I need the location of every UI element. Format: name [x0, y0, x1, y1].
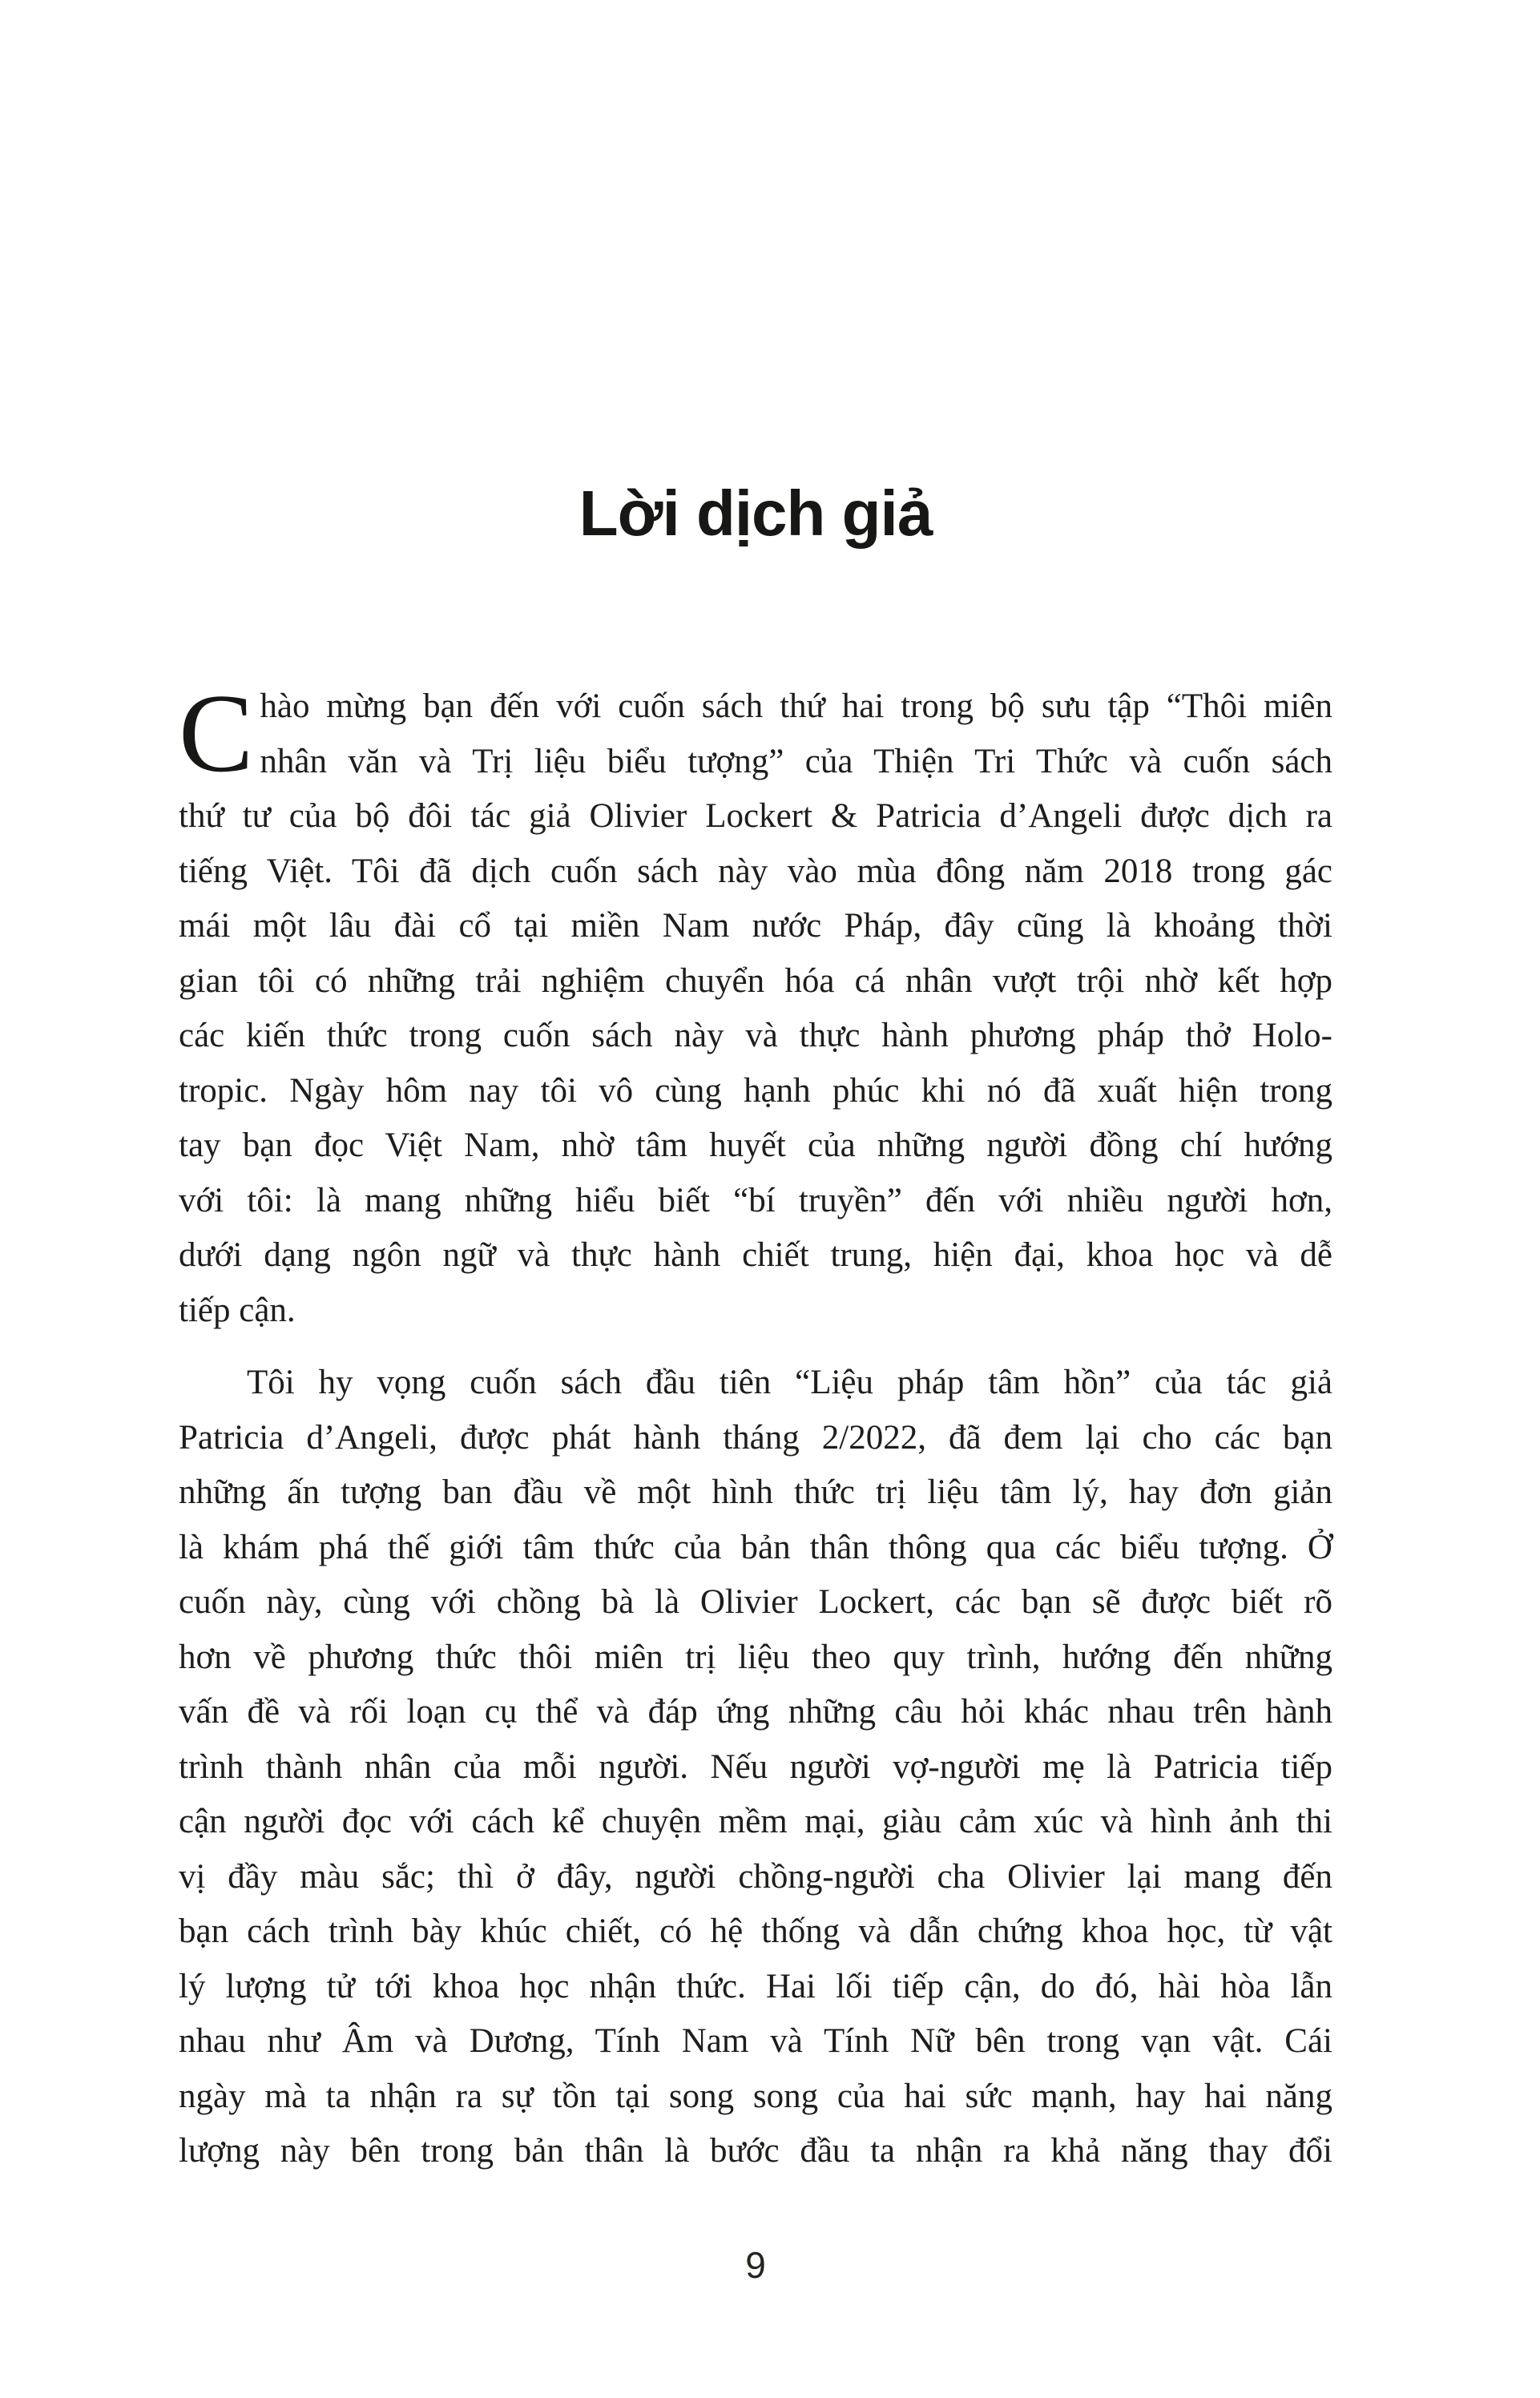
text-line: tiếp cận. — [179, 1291, 296, 1329]
text-line: bạn cách trình bày khúc chiết, có hệ thống và dẫn chứng khoa học, từ vật — [179, 1912, 1332, 1950]
text-line: cận người đọc với cách kể chuyện mềm mại, giàu cảm xúc và hình ảnh thi — [179, 1803, 1332, 1840]
text-line: hơn về phương thức thôi miên trị liệu theo quy trình, hướng đến những — [179, 1638, 1332, 1676]
drop-cap: C — [179, 671, 254, 796]
text-line: ngày mà ta nhận ra sự tồn tại song song của hai sức mạnh, hay hai năng — [179, 2077, 1332, 2115]
paragraph-1 — [179, 671, 1332, 1338]
text-line: vấn đề và rối loạn cụ thể và đáp ứng những câu hỏi khác nhau trên hành — [179, 1693, 1332, 1731]
text-line: với tôi: là mang những hiểu biết “bí truyền” đến với nhiều người hơn, — [179, 1181, 1332, 1219]
text-line: các kiến thức trong cuốn sách này và thực hành phương pháp thở Holo- — [179, 1017, 1332, 1054]
text-line: nhau như Âm và Dương, Tính Nam và Tính Nữ bên trong vạn vật. Cái — [179, 2022, 1332, 2060]
text-line: thứ tư của bộ đôi tác giả Olivier Lockert & Patricia d’Angeli được dịch ra — [179, 797, 1332, 835]
text-line: mái một lâu đài cổ tại miền Nam nước Pháp, đây cũng là khoảng thời — [179, 907, 1332, 945]
text-line: cuốn này, cùng với chồng bà là Olivier Lockert, các bạn sẽ được biết rõ — [179, 1583, 1332, 1621]
text-line: Tôi hy vọng cuốn sách đầu tiên “Liệu pháp tâm hồn” của tác giả — [247, 1364, 1332, 1401]
page-title: Lời dịch giả — [579, 478, 933, 549]
text-line: vị đầy màu sắc; thì ở đây, người chồng-người cha Olivier lại mang đến — [179, 1857, 1332, 1896]
text-line: là khám phá thế giới tâm thức của bản thân thông qua các biểu tượng. Ở — [179, 1528, 1332, 1566]
text-line: những ấn tượng ban đầu về một hình thức trị liệu tâm lý, hay đơn giản — [179, 1473, 1332, 1511]
text-line: tay bạn đọc Việt Nam, nhờ tâm huyết của những người đồng chí hướng — [179, 1126, 1332, 1164]
paragraph-2 — [179, 1356, 1332, 2179]
text-line: Patricia d’Angeli, được phát hành tháng 2/2022, đã đem lại cho các bạn — [179, 1418, 1332, 1457]
text-line: hào mừng bạn đến với cuốn sách thứ hai trong bộ sưu tập “Thôi miên — [260, 687, 1332, 725]
text-line: tropic. Ngày hôm nay tôi vô cùng hạnh phúc khi nó đã xuất hiện trong — [179, 1071, 1332, 1110]
text-line: lý lượng tử tới khoa học nhận thức. Hai lối tiếp cận, do đó, hài hòa lẫn — [179, 1967, 1332, 2005]
text-line: dưới dạng ngôn ngữ và thực hành chiết trung, hiện đại, khoa học và dễ — [179, 1236, 1332, 1274]
text-line: tiếng Việt. Tôi đã dịch cuốn sách này vào mùa đông năm 2018 trong gác — [179, 852, 1332, 890]
body-text — [179, 671, 1332, 2179]
text-line: trình thành nhân của mỗi người. Nếu người vợ-người mẹ là Patricia tiếp — [179, 1747, 1332, 1786]
text-line: gian tôi có những trải nghiệm chuyển hóa cá nhân vượt trội nhờ kết hợp — [179, 961, 1332, 1000]
text-line: nhân văn và Trị liệu biểu tượng” của Thiện Tri Thức và cuốn sách — [260, 742, 1332, 780]
page-number: 9 — [745, 2244, 766, 2286]
text-line: lượng này bên trong bản thân là bước đầu ta nhận ra khả năng thay đổi — [179, 2132, 1332, 2170]
